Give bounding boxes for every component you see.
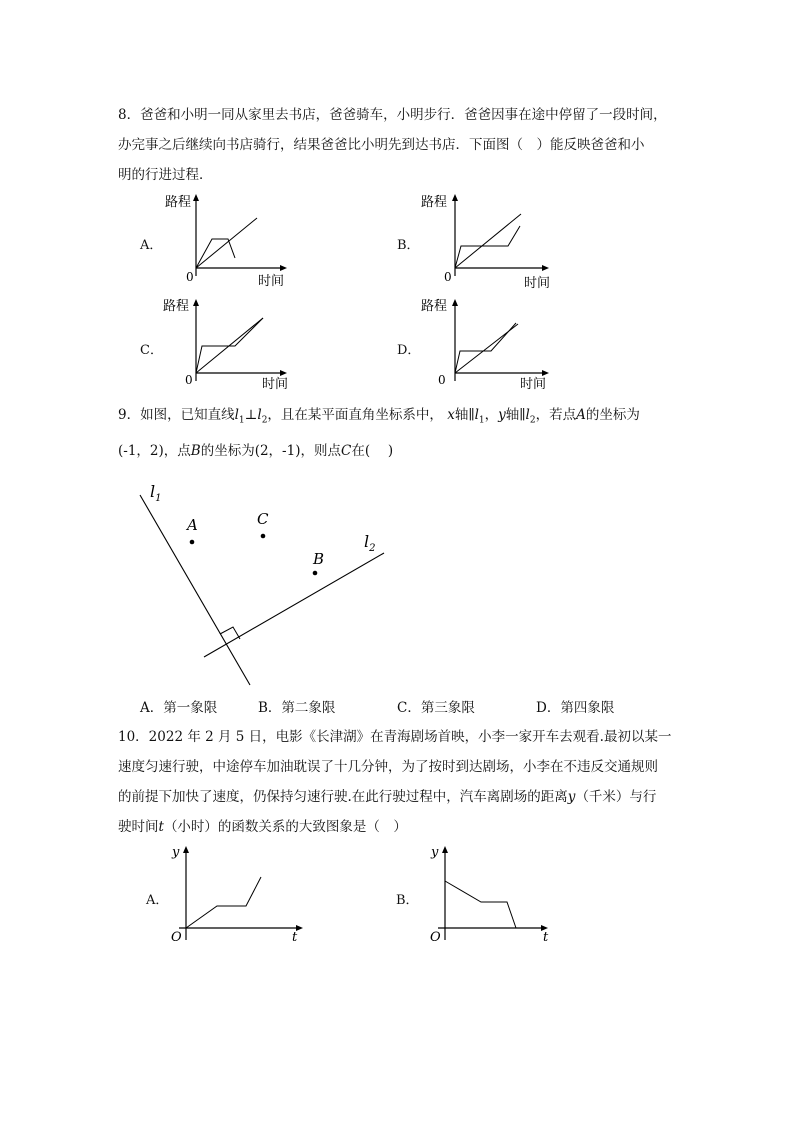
- q10-a-x-label: t: [292, 930, 298, 945]
- q8-b-y-arrow: [452, 194, 458, 201]
- q8-b-x-arrow: [542, 265, 549, 271]
- q8-line-1: 8．爸爸和小明一同从家里去书店，爸爸骑车，小明步行．爸爸因事在途中停留了一段时间，: [118, 107, 667, 123]
- q9-option-a: A．第一象限: [140, 700, 218, 716]
- line-l2: [204, 553, 384, 657]
- label-point-b: B: [313, 550, 325, 568]
- q8-d-son-path: [455, 324, 518, 373]
- q8-c-y-arrow: [193, 299, 199, 306]
- q8-c-y-label: 路程: [163, 299, 190, 314]
- label-point-a: A: [187, 516, 198, 534]
- q10-a-graph-line: [186, 877, 261, 928]
- q10-a-y-label: y: [172, 845, 180, 860]
- q8-d-x-arrow: [542, 370, 549, 376]
- q8-b-y-label: 路程: [421, 195, 448, 210]
- q10-line-4: 驶时间t（小时）的函数关系的大致图象是（ ）: [118, 819, 407, 835]
- q10-a-y-arrow: [183, 846, 189, 853]
- q9-option-c: C．第三象限: [397, 700, 475, 716]
- q8-a-x-label: 时间: [258, 274, 285, 289]
- q10-option-b-label: B．: [396, 893, 419, 908]
- q9-option-d: D．第四象限: [536, 700, 615, 716]
- q10-line-3: 的前提下加快了速度，仍保持匀速行驶.在此行驶过程中，汽车离剧场的距离y（千米）与行: [118, 789, 657, 805]
- q8-a-y-label: 路程: [165, 195, 192, 210]
- q8-c-x-label: 时间: [262, 377, 289, 392]
- q8-a-y-arrow: [193, 194, 199, 201]
- label-l1: $l_1$: [150, 482, 162, 504]
- q8-b-origin: 0: [444, 270, 452, 284]
- q8-c-origin: 0: [185, 373, 193, 387]
- q8-d-y-label: 路程: [421, 299, 448, 314]
- q9-option-b: B．第二象限: [258, 700, 336, 716]
- q9-line-2: (-1，2)，点B的坐标为(2，-1)，则点C在( ): [118, 442, 394, 459]
- q8-option-d-label: D．: [397, 343, 421, 358]
- q9-line-1: 9．如图，已知直线$l_1\perp l_2$，且在某平面直角坐标系中， x轴$\parallel l_1$，y轴$\parallel l_2$，若点A的坐标为: [118, 407, 640, 426]
- q9-figure: [130, 475, 400, 690]
- q10-line-2: 速度匀速行驶，中途停车加油耽误了十几分钟，为了按时到达剧场，小李在不违反交通规则: [118, 759, 658, 775]
- question-10-text: [118, 722, 678, 842]
- q8-c-x-arrow: [280, 370, 287, 376]
- q8-graph-d: [418, 293, 558, 398]
- q10-graph-b: [415, 840, 560, 950]
- question-9-text: [118, 400, 678, 466]
- q10-b-origin: O: [430, 930, 441, 945]
- q8-a-origin: 0: [186, 270, 194, 284]
- q10-line-1: 10．2022 年 2 月 5 日，电影《长津湖》在青海剧场首映，小李一家开车去观看.最初以某一: [118, 729, 672, 745]
- q8-a-son-path: [196, 218, 257, 268]
- q8-d-x-label: 时间: [520, 377, 547, 392]
- q8-option-a-label: A．: [140, 238, 163, 253]
- q10-b-y-label: y: [431, 845, 439, 860]
- point-b-dot: [313, 571, 318, 576]
- q8-d-origin: 0: [438, 373, 446, 387]
- label-point-c: C: [257, 510, 269, 528]
- q8-line-2: 办完事之后继续向书店骑行，结果爸爸比小明先到达书店．下面图（ ）能反映爸爸和小: [118, 137, 645, 153]
- q10-b-y-arrow: [442, 846, 448, 853]
- point-c-dot: [261, 534, 266, 539]
- q8-option-c-label: C．: [140, 343, 163, 358]
- q10-b-x-label: t: [543, 930, 549, 945]
- q8-graph-c: [160, 293, 295, 398]
- q10-option-a-label: A．: [146, 893, 169, 908]
- question-8-text: [118, 100, 678, 190]
- point-a-dot: [190, 540, 195, 545]
- q8-b-dad-path: [455, 226, 520, 268]
- q8-a-x-arrow: [280, 265, 287, 271]
- q8-d-y-arrow: [452, 299, 458, 306]
- q8-b-x-label: 时间: [524, 276, 551, 291]
- q8-line-3: 明的行进过程．: [118, 167, 213, 183]
- q10-b-graph-line: [445, 881, 516, 928]
- q8-graph-a: [160, 188, 295, 293]
- q8-graph-b: [418, 188, 558, 293]
- label-l2: $l_2$: [364, 532, 376, 554]
- q10-graph-a: [165, 840, 310, 950]
- q10-a-origin: O: [171, 930, 182, 945]
- right-angle-mark: [220, 627, 240, 639]
- q8-option-b-label: B．: [397, 238, 420, 253]
